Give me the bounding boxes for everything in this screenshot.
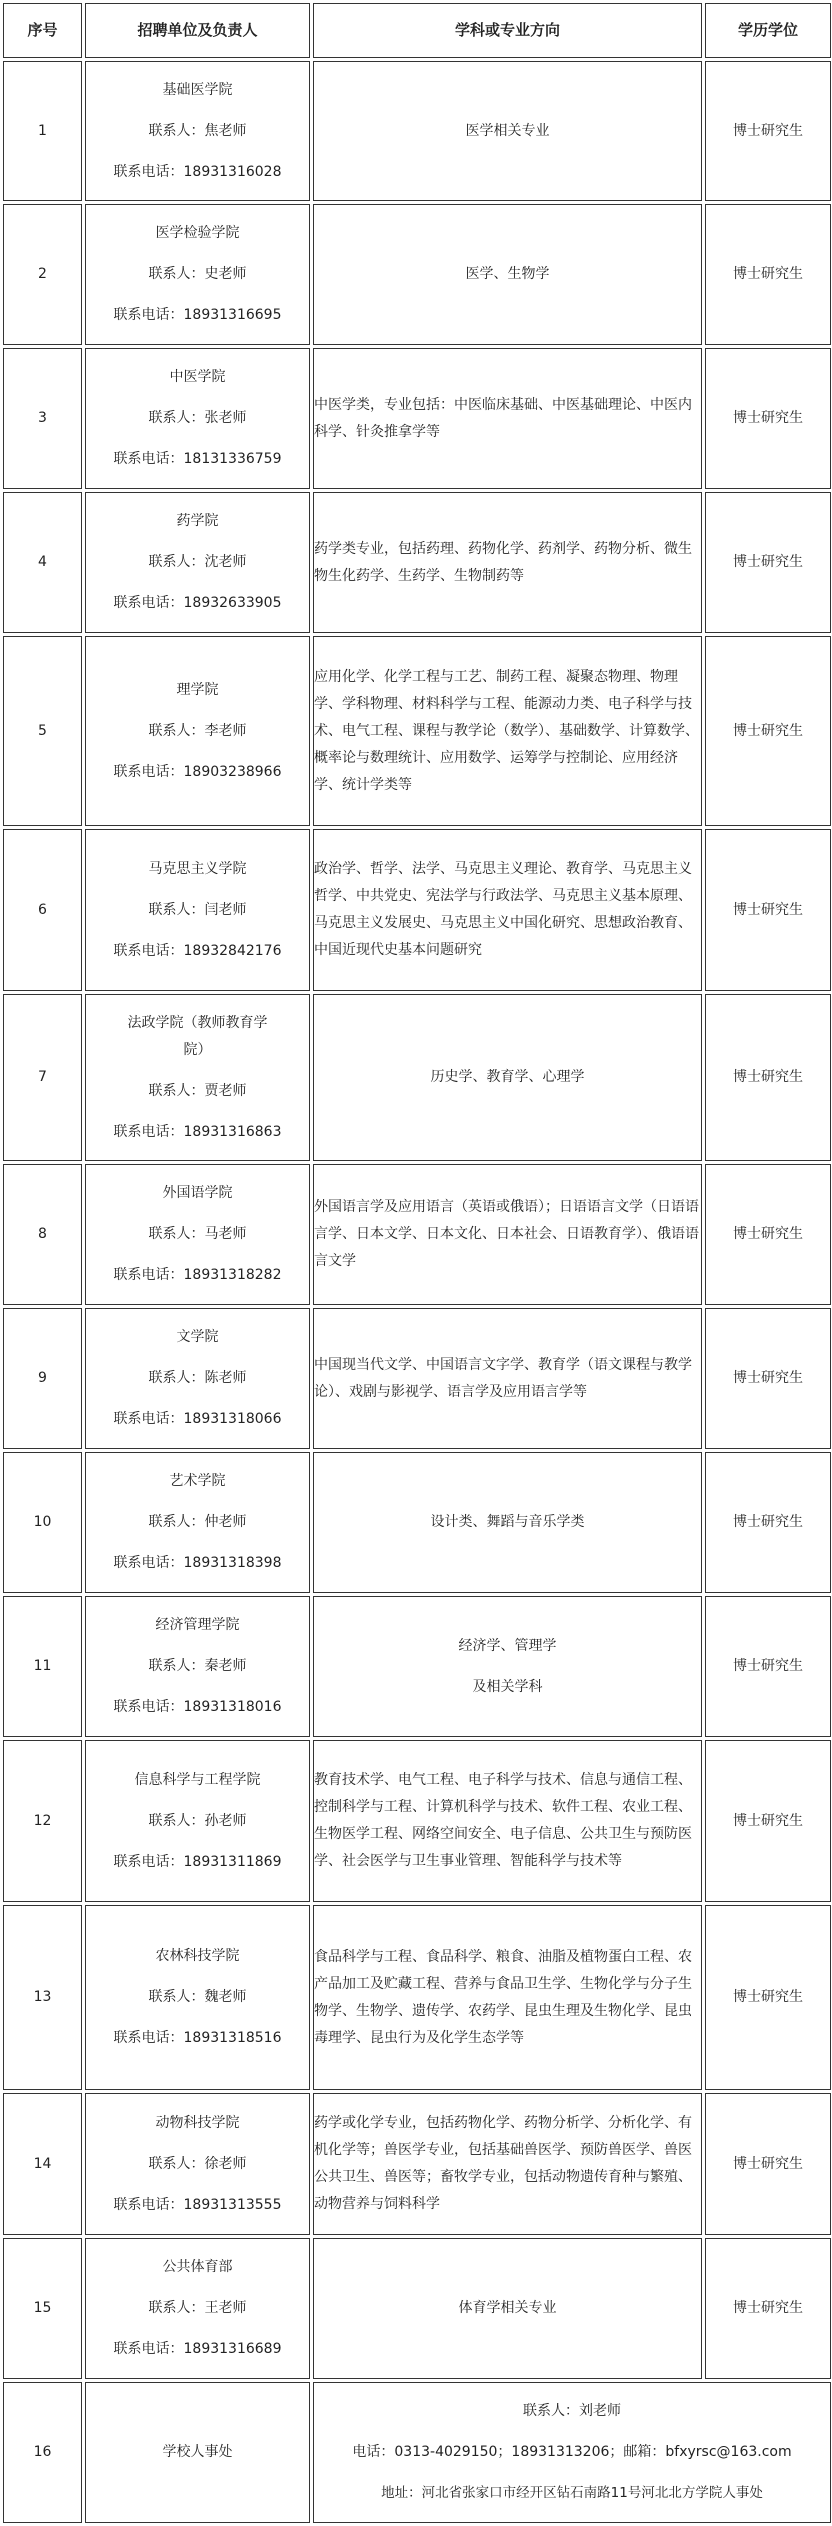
unit-phone: 联系电话：18932842176 <box>113 942 282 959</box>
major-cell <box>313 1596 702 1737</box>
unit-phone: 联系电话：18931318398 <box>113 1555 282 1571</box>
unit-cell <box>85 636 310 826</box>
header-row <box>3 3 831 58</box>
degree-cell: 博士研究生 <box>705 994 831 1161</box>
row-number: 14 <box>3 2093 82 2235</box>
unit-name: 法政学院（教师教育学院） <box>127 1014 268 1058</box>
row-number: 16 <box>3 2382 82 2523</box>
major-cell: 教育技术学、电气工程、电子科学与技术、信息与通信工程、控制科学与工程、计算机科学与技术、软件工程、农业工程、生物医学工程、网络空间安全、电子信息、公共卫生与预防医学、社会医学与卫生事业管理、智能科学与技术等 <box>313 1740 702 1902</box>
major-cell: 应用化学、化学工程与工艺、制药工程、凝聚态物理、物理学、学科物理、材料科学与工程、能源动力类、电子科学与技术、电气工程、课程与教学论（数学）、基础数学、计算数学、概率论与数理统计、应用数学、运筹学与控制论、应用经济学、统计学类等 <box>313 636 702 826</box>
unit-contact: 联系人：张老师 <box>148 410 247 426</box>
major-cell: 医学、生物学 <box>313 204 702 345</box>
unit-cell <box>85 61 310 201</box>
table-row <box>3 492 831 633</box>
unit-cell <box>85 994 310 1161</box>
unit-name: 马克思主义学院 <box>148 860 247 877</box>
unit-name: 药学院 <box>176 513 219 529</box>
unit-contact: 联系人：沈老师 <box>148 554 247 570</box>
table-row <box>3 829 831 991</box>
unit-name: 基础医学院 <box>162 81 233 98</box>
row-number: 6 <box>3 829 82 991</box>
table-row <box>3 1452 831 1593</box>
table-row <box>3 1905 831 2090</box>
unit-phone: 联系电话：18131336759 <box>113 451 282 467</box>
hr-phone-email: 电话：0313-4029150；18931313206；邮箱：bfxyrsc@163.com <box>352 2444 792 2460</box>
unit-cell <box>85 204 310 345</box>
unit-cell <box>85 1164 310 1305</box>
degree-cell: 博士研究生 <box>705 1596 831 1737</box>
unit-cell <box>85 1596 310 1737</box>
unit-phone: 联系电话：18932633905 <box>113 595 282 611</box>
major-cell: 医学相关专业 <box>313 61 702 201</box>
degree-cell: 博士研究生 <box>705 1905 831 2090</box>
unit-contact: 联系人：仲老师 <box>148 1514 247 1530</box>
unit-contact: 联系人：贾老师 <box>148 1082 247 1099</box>
unit-contact: 联系人：焦老师 <box>148 122 247 139</box>
table-row <box>3 636 831 826</box>
unit-name: 中医学院 <box>169 369 226 385</box>
degree-cell: 博士研究生 <box>705 636 831 826</box>
major-cell: 历史学、教育学、心理学 <box>313 994 702 1161</box>
unit-name: 艺术学院 <box>169 1473 226 1489</box>
degree-cell: 博士研究生 <box>705 492 831 633</box>
degree-cell: 博士研究生 <box>705 1308 831 1449</box>
unit-name: 医学检验学院 <box>155 225 240 241</box>
unit-cell <box>85 492 310 633</box>
table-row <box>3 1596 831 1737</box>
unit-contact: 联系人：闫老师 <box>148 901 247 918</box>
major-line: 及相关学科 <box>472 1678 543 1695</box>
unit-cell <box>85 1452 310 1593</box>
unit-name: 信息科学与工程学院 <box>134 1771 261 1788</box>
unit-cell <box>85 1740 310 1902</box>
major-cell: 食品科学与工程、食品科学、粮食、油脂及植物蛋白工程、农产品加工及贮藏工程、营养与食品卫生学、生物化学与分子生物学、生物学、遗传学、农药学、昆虫生理及生物化学、昆虫毒理学、昆虫行为及化学生态学等 <box>313 1905 702 2090</box>
table-row <box>3 2093 831 2235</box>
unit-phone: 联系电话：18931316863 <box>113 1123 282 1140</box>
degree-cell: 博士研究生 <box>705 2093 831 2235</box>
row-number: 7 <box>3 994 82 1161</box>
hr-address: 地址：河北省张家口市经开区钻石南路11号河北北方学院人事处 <box>381 2485 763 2501</box>
unit-phone: 联系电话：18931318066 <box>113 1411 282 1427</box>
unit-phone: 联系电话：18931316028 <box>113 163 282 180</box>
unit-cell <box>85 829 310 991</box>
row-number: 1 <box>3 61 82 201</box>
unit-cell <box>85 2093 310 2235</box>
header-degree: 学历学位 <box>705 3 831 58</box>
degree-cell: 博士研究生 <box>705 348 831 489</box>
degree-cell: 博士研究生 <box>705 1452 831 1593</box>
table-row <box>3 61 831 201</box>
unit-phone: 联系电话：18931318516 <box>113 2030 282 2046</box>
unit-contact: 联系人：秦老师 <box>148 1658 247 1674</box>
major-cell: 药学类专业，包括药理、药物化学、药剂学、药物分析、微生物生化药学、生药学、生物制药等 <box>313 492 702 633</box>
unit-contact: 联系人：孙老师 <box>148 1812 247 1829</box>
unit-contact: 联系人：马老师 <box>148 1226 247 1242</box>
unit-cell: 学校人事处 <box>85 2382 310 2523</box>
degree-cell: 博士研究生 <box>705 2238 831 2379</box>
table-row <box>3 204 831 345</box>
major-cell: 中医学类，专业包括：中医临床基础、中医基础理论、中医内科学、针灸推拿学等 <box>313 348 702 489</box>
row-number: 9 <box>3 1308 82 1449</box>
major-cell: 外国语言学及应用语言（英语或俄语）；日语语言文学（日语语言学、日本文学、日本文化、日本社会、日语教育学）、俄语语言文学 <box>313 1164 702 1305</box>
row-number: 15 <box>3 2238 82 2379</box>
unit-phone: 联系电话：18903238966 <box>113 763 282 780</box>
unit-contact: 联系人：徐老师 <box>148 2155 247 2172</box>
row-number: 8 <box>3 1164 82 1305</box>
table-row <box>3 348 831 489</box>
hr-contact-person: 联系人：刘老师 <box>523 2403 621 2419</box>
table-row <box>3 2238 831 2379</box>
degree-cell: 博士研究生 <box>705 829 831 991</box>
row-number: 4 <box>3 492 82 633</box>
unit-name: 农林科技学院 <box>155 1948 240 1964</box>
unit-phone: 联系电话：18931316689 <box>113 2341 282 2357</box>
major-cell: 中国现当代文学、中国语言文字学、教育学（语文课程与教学论）、戏剧与影视学、语言学及应用语言学等 <box>313 1308 702 1449</box>
table-row <box>3 1164 831 1305</box>
degree-cell: 博士研究生 <box>705 1164 831 1305</box>
unit-contact: 联系人：魏老师 <box>148 1989 247 2005</box>
unit-cell <box>85 2238 310 2379</box>
unit-phone: 联系电话：18931318016 <box>113 1699 282 1715</box>
row-number: 3 <box>3 348 82 489</box>
header-major: 学科或专业方向 <box>313 3 702 58</box>
unit-name: 经济管理学院 <box>155 1617 240 1633</box>
unit-contact: 联系人：陈老师 <box>148 1370 247 1386</box>
row-number: 5 <box>3 636 82 826</box>
major-cell: 药学或化学专业，包括药物化学、药物分析学、分析化学、有机化学等；兽医学专业，包括基础兽医学、预防兽医学、兽医公共卫生、兽医等；畜牧学专业，包括动物遗传育种与繁殖、动物营养与饲料科学 <box>313 2093 702 2235</box>
unit-phone: 联系电话：18931311869 <box>113 1853 282 1870</box>
table-row <box>3 994 831 1161</box>
row-number: 10 <box>3 1452 82 1593</box>
unit-name: 文学院 <box>176 1329 219 1345</box>
unit-phone: 联系电话：18931316695 <box>113 307 282 323</box>
row-number: 11 <box>3 1596 82 1737</box>
degree-cell: 博士研究生 <box>705 61 831 201</box>
header-unit: 招聘单位及负责人 <box>85 3 310 58</box>
unit-name: 公共体育部 <box>162 2259 233 2275</box>
major-cell: 设计类、舞蹈与音乐学类 <box>313 1452 702 1593</box>
unit-cell <box>85 1905 310 2090</box>
degree-cell: 博士研究生 <box>705 1740 831 1902</box>
unit-phone: 联系电话：18931318282 <box>113 1267 282 1283</box>
unit-cell <box>85 1308 310 1449</box>
row-number: 2 <box>3 204 82 345</box>
major-line: 经济学、管理学 <box>458 1637 557 1654</box>
table-row <box>3 1308 831 1449</box>
unit-name: 外国语学院 <box>162 1185 233 1201</box>
major-cell: 政治学、哲学、法学、马克思主义理论、教育学、马克思主义哲学、中共党史、宪法学与行政法学、马克思主义基本原理、马克思主义发展史、马克思主义中国化研究、思想政治教育、中国近现代史基本问题研究 <box>313 829 702 991</box>
degree-cell: 博士研究生 <box>705 204 831 345</box>
table-row <box>3 1740 831 1902</box>
unit-contact: 联系人：李老师 <box>148 722 247 739</box>
major-cell: 体育学相关专业 <box>313 2238 702 2379</box>
unit-name: 动物科技学院 <box>155 2114 240 2131</box>
unit-contact: 联系人：王老师 <box>148 2300 247 2316</box>
unit-contact: 联系人：史老师 <box>148 266 247 282</box>
header-no: 序号 <box>3 3 82 58</box>
row-number: 12 <box>3 1740 82 1902</box>
table-row-contact <box>3 2382 831 2523</box>
unit-name: 理学院 <box>176 681 219 698</box>
hr-contact-cell <box>313 2382 831 2523</box>
unit-phone: 联系电话：18931313555 <box>113 2196 282 2213</box>
row-number: 13 <box>3 1905 82 2090</box>
unit-cell <box>85 348 310 489</box>
